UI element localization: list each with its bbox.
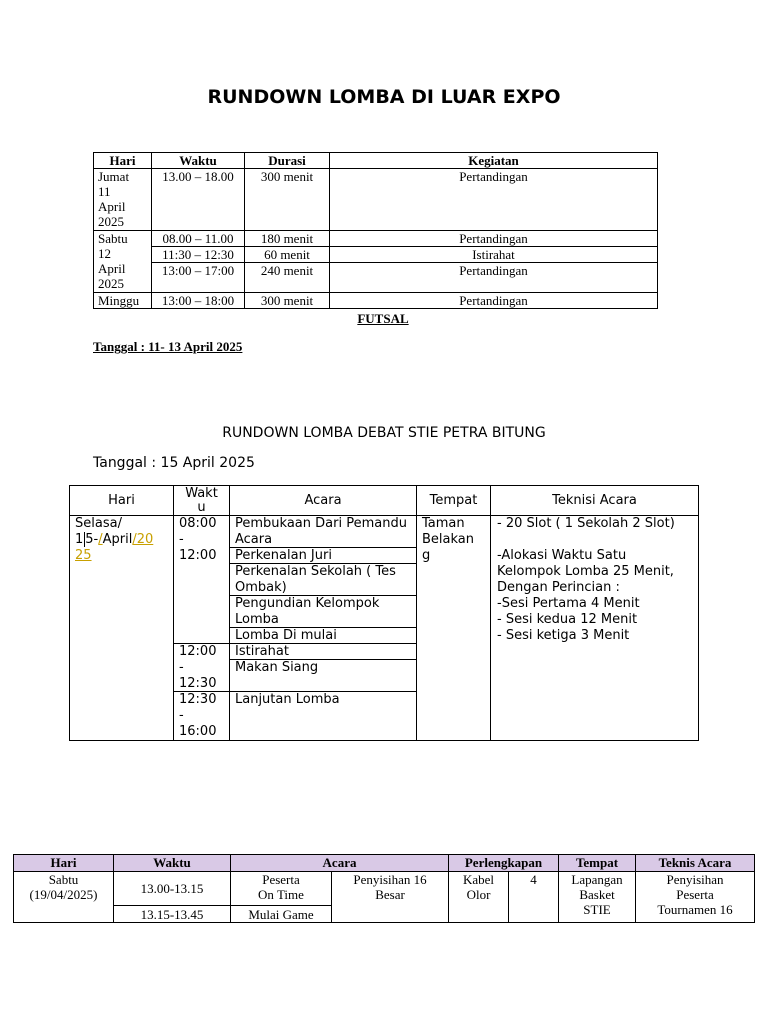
acara-item: Pembukaan Dari Pemandu Acara — [230, 516, 416, 548]
debat-title: RUNDOWN LOMBA DEBAT STIE PETRA BITUNG — [222, 425, 546, 441]
cell-hari: Sabtu 12 April 2025 — [94, 231, 152, 293]
table-row — [94, 169, 658, 231]
cell-acara: Peserta On Time — [231, 872, 332, 906]
table-header-row — [70, 486, 699, 516]
cell-kegiatan: Istirahat — [330, 247, 658, 263]
cell-acara-detail: Penyisihan 16 Besar — [332, 872, 449, 923]
acara-item: Istirahat — [230, 644, 416, 660]
waktu-slot: 12:30 - 16:00 — [179, 692, 217, 739]
cell-waktu: 13.00-13.15 — [114, 872, 231, 906]
cell-kegiatan: Pertandingan — [330, 231, 658, 247]
tracked-change-link[interactable]: /20 — [132, 532, 154, 547]
cell-hari: Jumat 11 April 2025 — [94, 169, 152, 231]
cell-kegiatan: Pertandingan — [330, 263, 658, 293]
cell-durasi: 300 menit — [245, 169, 330, 231]
table-row — [94, 231, 658, 247]
cell-hari: Minggu — [94, 293, 152, 309]
debat-date: Tanggal : 15 April 2025 — [93, 455, 255, 471]
page-title: RUNDOWN LOMBA DI LUAR EXPO — [207, 86, 561, 108]
futsal-date: Tanggal : 11- 13 April 2025 — [93, 339, 243, 354]
header-durasi: Durasi — [245, 153, 330, 169]
debat-rundown-table — [69, 485, 699, 741]
cell-acara — [230, 516, 417, 741]
cell-perlengkapan-qty: 4 — [509, 872, 559, 923]
futsal-rundown-table — [93, 152, 658, 309]
header-teknis: Teknis Acara — [636, 855, 755, 872]
table-row — [70, 516, 699, 741]
cell-teknisi: - 20 Slot ( 1 Sekolah 2 Slot) -Alokasi Waktu Satu Kelompok Lomba 25 Menit, Dengan Perincian : -Sesi Pertama 4 Menit - Sesi kedua 12 Menit - Sesi ketiga 3 Menit — [491, 516, 699, 741]
acara-item: Makan Siang — [230, 660, 416, 692]
header-waktu: Wakt u — [174, 486, 230, 516]
header-tempat: Tempat — [417, 486, 491, 516]
cell-waktu: 08.00 – 11.00 — [152, 231, 245, 247]
acara-item: Lanjutan Lomba — [235, 692, 340, 707]
cell-waktu: 11:30 – 12:30 — [152, 247, 245, 263]
cell-hari: Sabtu (19/04/2025) — [14, 872, 114, 923]
acara-item: Lomba Di mulai — [230, 628, 416, 644]
table-row — [94, 293, 658, 309]
header-tempat: Tempat — [559, 855, 636, 872]
game-rundown-table — [13, 854, 755, 923]
header-acara: Acara — [230, 486, 417, 516]
header-teknisi: Teknisi Acara — [491, 486, 699, 516]
header-waktu: Waktu — [114, 855, 231, 872]
cell-tempat: Lapangan Basket STIE — [559, 872, 636, 923]
waktu-slot: 12:00 - 12:30 — [174, 644, 229, 692]
cell-kegiatan: Pertandingan — [330, 169, 658, 231]
cell-waktu: 13.15-13.45 — [114, 906, 231, 923]
cell-kegiatan: Pertandingan — [330, 293, 658, 309]
cell-durasi: 240 menit — [245, 263, 330, 293]
cell-acara: Mulai Game — [231, 906, 332, 923]
table-header-row — [94, 153, 658, 169]
cell-waktu: 13:00 – 17:00 — [152, 263, 245, 293]
table-header-row — [14, 855, 755, 872]
tracked-change-link[interactable]: / — [98, 532, 103, 547]
header-perlengkapan: Perlengkapan — [449, 855, 559, 872]
cell-hari: Selasa/ 1 5-/April/20 25 — [70, 516, 174, 741]
table-row — [14, 872, 755, 906]
cell-waktu: 13.00 – 18.00 — [152, 169, 245, 231]
cell-waktu — [174, 516, 230, 741]
header-hari: Hari — [14, 855, 114, 872]
cell-tempat: Taman Belakan g — [417, 516, 491, 741]
header-hari: Hari — [94, 153, 152, 169]
header-hari: Hari — [70, 486, 174, 516]
cell-teknis: Penyisihan Peserta Tournamen 16 — [636, 872, 755, 923]
acara-item: Perkenalan Sekolah ( Tes Ombak) — [230, 564, 416, 596]
cell-perlengkapan-item: Kabel Olor — [449, 872, 509, 923]
table-row — [94, 263, 658, 293]
cell-durasi: 300 menit — [245, 293, 330, 309]
cell-durasi: 180 menit — [245, 231, 330, 247]
acara-item: Pengundian Kelompok Lomba — [230, 596, 416, 628]
acara-item: Perkenalan Juri — [230, 548, 416, 564]
waktu-slot: 08:00 - 12:00 — [174, 516, 229, 644]
cell-waktu: 13:00 – 18:00 — [152, 293, 245, 309]
header-acara: Acara — [231, 855, 449, 872]
futsal-label: FUTSAL — [357, 311, 409, 326]
header-waktu: Waktu — [152, 153, 245, 169]
header-kegiatan: Kegiatan — [330, 153, 658, 169]
cell-durasi: 60 menit — [245, 247, 330, 263]
table-row — [94, 247, 658, 263]
tracked-change-link[interactable]: 25 — [75, 548, 92, 563]
